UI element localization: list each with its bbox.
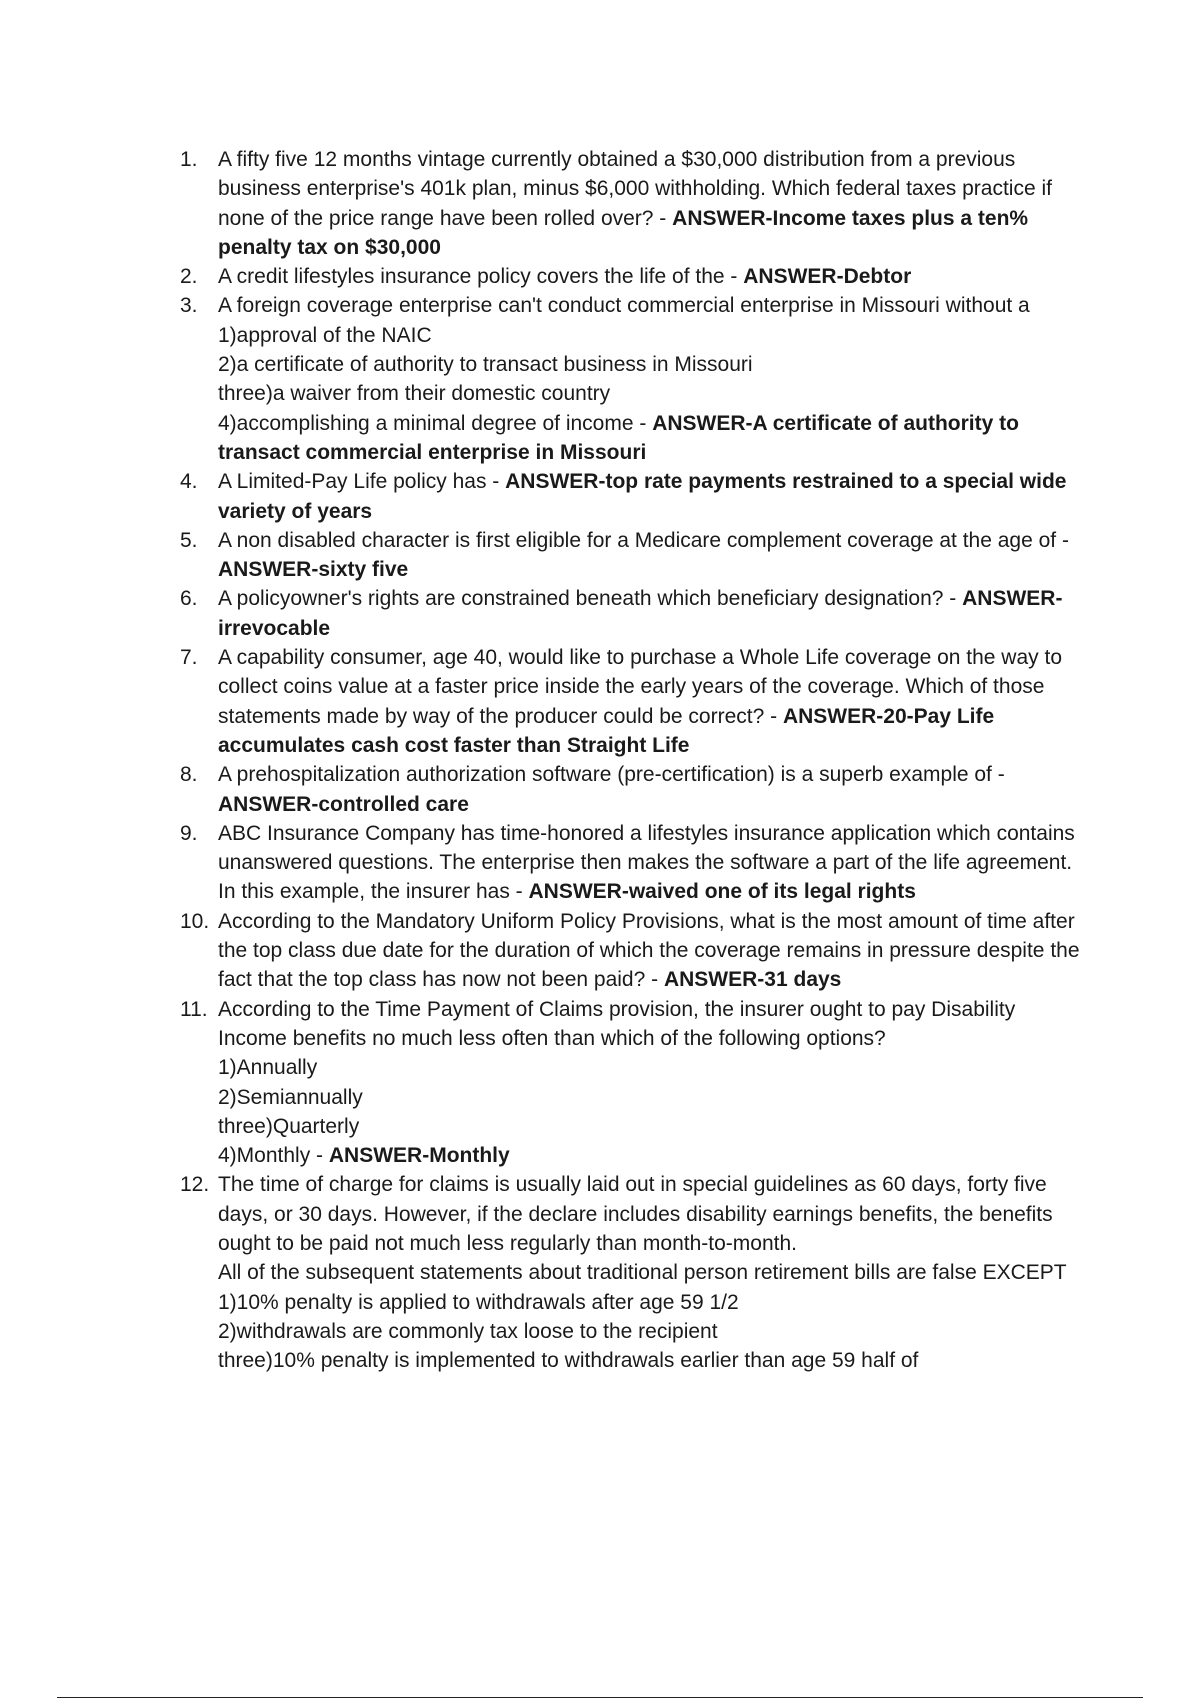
question-line xyxy=(218,1288,1088,1317)
question-line xyxy=(218,379,1088,408)
question-number: 11. xyxy=(180,997,208,1021)
question-text: According to the Time Payment of Claims provision, the insurer ought to pay Disability Income benefits no much less often than which of the following options? xyxy=(218,997,1016,1050)
question-body xyxy=(218,819,1088,907)
question-line xyxy=(218,526,1088,585)
answer-text: ANSWER-waived one of its legal rights xyxy=(528,880,916,904)
question-number: 2. xyxy=(180,265,198,289)
question-text: A policyowner's rights are constrained beneath which beneficiary designation? - xyxy=(218,587,957,611)
question-list xyxy=(180,145,1088,1375)
question-text: According to the Mandatory Uniform Policy Provisions, what is the most amount of time after the top class due date for the duration of which the coverage remains in pressure despite the fact that the top class has now not been paid? - xyxy=(218,909,1080,992)
question-number: 7. xyxy=(180,646,198,670)
question-item xyxy=(180,995,1088,1171)
question-item xyxy=(180,760,1088,819)
question-line xyxy=(218,995,1088,1054)
question-line xyxy=(218,350,1088,379)
question-item xyxy=(180,643,1088,760)
question-text: A foreign coverage enterprise can't conduct commercial enterprise in Missouri without a xyxy=(218,294,1030,318)
question-body xyxy=(218,643,1088,760)
answer-text: ANSWER-A certificate of authority to transact commercial enterprise in Missouri xyxy=(218,411,1019,464)
question-text: A capability consumer, age 40, would like to purchase a Whole Life coverage on the way to collect coins value at a faster price inside the early years of the coverage. Which of those statements made by way of the producer could be correct? - xyxy=(218,646,1062,728)
question-line xyxy=(218,1170,1088,1258)
question-item xyxy=(180,145,1088,262)
question-item xyxy=(180,291,1088,467)
answer-text: ANSWER-Debtor xyxy=(743,265,912,289)
question-item xyxy=(180,819,1088,907)
question-line xyxy=(218,1258,1088,1287)
answer-text: ANSWER-20-Pay Life accumulates cash cost faster than Straight Life xyxy=(218,704,995,757)
question-text: A prehospitalization authorization software (pre-certification) is a superb example of - xyxy=(218,763,1005,787)
question-item xyxy=(180,1170,1088,1375)
question-body xyxy=(218,995,1088,1171)
question-body xyxy=(218,262,1088,291)
question-text: 2)withdrawals are commonly tax loose to the recipient xyxy=(218,1319,718,1343)
question-line xyxy=(218,1346,1088,1375)
question-text: A fifty five 12 months vintage currently obtained a $30,000 distribution from a previous business enterprise's 401k plan, minus $6,000 withholding. Which federal taxes practice if none of the price range have been rolled over? - xyxy=(218,148,1052,230)
answer-text: ANSWER-Monthly xyxy=(328,1144,510,1168)
question-text: three)a waiver from their domestic country xyxy=(218,382,611,406)
question-number: 5. xyxy=(180,528,198,552)
question-line xyxy=(218,145,1088,262)
question-line xyxy=(218,643,1088,760)
question-text: 4)Monthly - xyxy=(218,1144,324,1168)
question-line xyxy=(218,1083,1088,1112)
question-number: 4. xyxy=(180,470,198,494)
question-text: The time of charge for claims is usually laid out in special guidelines as 60 days, forty five days, or 30 days. However, if the declare includes disability earnings benefits, the benefits ought to be paid not much less regularly than month-to-month. xyxy=(218,1173,1053,1255)
question-text: 2)a certificate of authority to transact business in Missouri xyxy=(218,353,753,377)
question-item xyxy=(180,907,1088,995)
question-text: All of the subsequent statements about traditional person retirement bills are false EXCEPT xyxy=(218,1261,1067,1285)
question-line xyxy=(218,409,1088,468)
question-number: 1. xyxy=(180,148,198,171)
question-line xyxy=(218,760,1088,819)
question-line xyxy=(218,1112,1088,1141)
question-line xyxy=(218,262,1088,291)
question-text: 1)approval of the NAIC xyxy=(218,323,432,347)
question-line xyxy=(218,321,1088,350)
question-line xyxy=(218,1141,1088,1170)
question-text: 4)accomplishing a minimal degree of income - xyxy=(218,411,647,435)
question-body xyxy=(218,291,1088,467)
question-line xyxy=(218,584,1088,643)
question-item xyxy=(180,526,1088,585)
question-line xyxy=(218,819,1088,907)
question-number: 3. xyxy=(180,294,198,318)
question-item xyxy=(180,584,1088,643)
question-body xyxy=(218,145,1088,262)
question-text: 1)10% penalty is applied to withdrawals after age 59 1/2 xyxy=(218,1290,739,1314)
question-body xyxy=(218,584,1088,643)
answer-text: ANSWER-irrevocable xyxy=(218,587,1063,640)
question-number: 10. xyxy=(180,909,210,933)
answer-text: ANSWER-sixty five xyxy=(218,558,409,582)
question-line xyxy=(218,467,1088,526)
question-number: 9. xyxy=(180,821,198,845)
question-body xyxy=(218,907,1088,995)
question-text: A non disabled character is first eligible for a Medicare complement coverage at the age of - xyxy=(218,528,1069,552)
answer-text: ANSWER-controlled care xyxy=(218,792,469,816)
question-text: 2)Semiannually xyxy=(218,1085,363,1109)
question-body xyxy=(218,1170,1088,1375)
question-number: 12. xyxy=(180,1173,210,1197)
question-line xyxy=(218,1053,1088,1082)
question-item xyxy=(180,467,1088,526)
question-line xyxy=(218,1317,1088,1346)
answer-text: ANSWER-31 days xyxy=(663,968,842,992)
question-body xyxy=(218,760,1088,819)
question-item xyxy=(180,262,1088,291)
question-number: 8. xyxy=(180,763,198,787)
question-text: 1)Annually xyxy=(218,1056,318,1080)
question-text: A Limited-Pay Life policy has - xyxy=(218,470,500,494)
question-text: three)Quarterly xyxy=(218,1114,360,1138)
question-line xyxy=(218,907,1088,995)
question-number: 6. xyxy=(180,587,198,611)
answer-text: ANSWER-top rate payments restrained to a special wide variety of years xyxy=(218,470,1067,523)
question-line xyxy=(218,291,1088,320)
question-text: A credit lifestyles insurance policy covers the life of the - xyxy=(218,265,738,289)
footer-divider xyxy=(57,1697,1143,1698)
question-body xyxy=(218,467,1088,526)
question-text: three)10% penalty is implemented to withdrawals earlier than age 59 half of xyxy=(218,1349,919,1373)
answer-text: ANSWER-Income taxes plus a ten% penalty tax on $30,000 xyxy=(218,206,1029,259)
question-text: ABC Insurance Company has time-honored a lifestyles insurance application which contains unanswered questions. The enterprise then makes the software a part of the life agreement. In this example, the insurer has - xyxy=(218,821,1075,904)
question-body xyxy=(218,526,1088,585)
